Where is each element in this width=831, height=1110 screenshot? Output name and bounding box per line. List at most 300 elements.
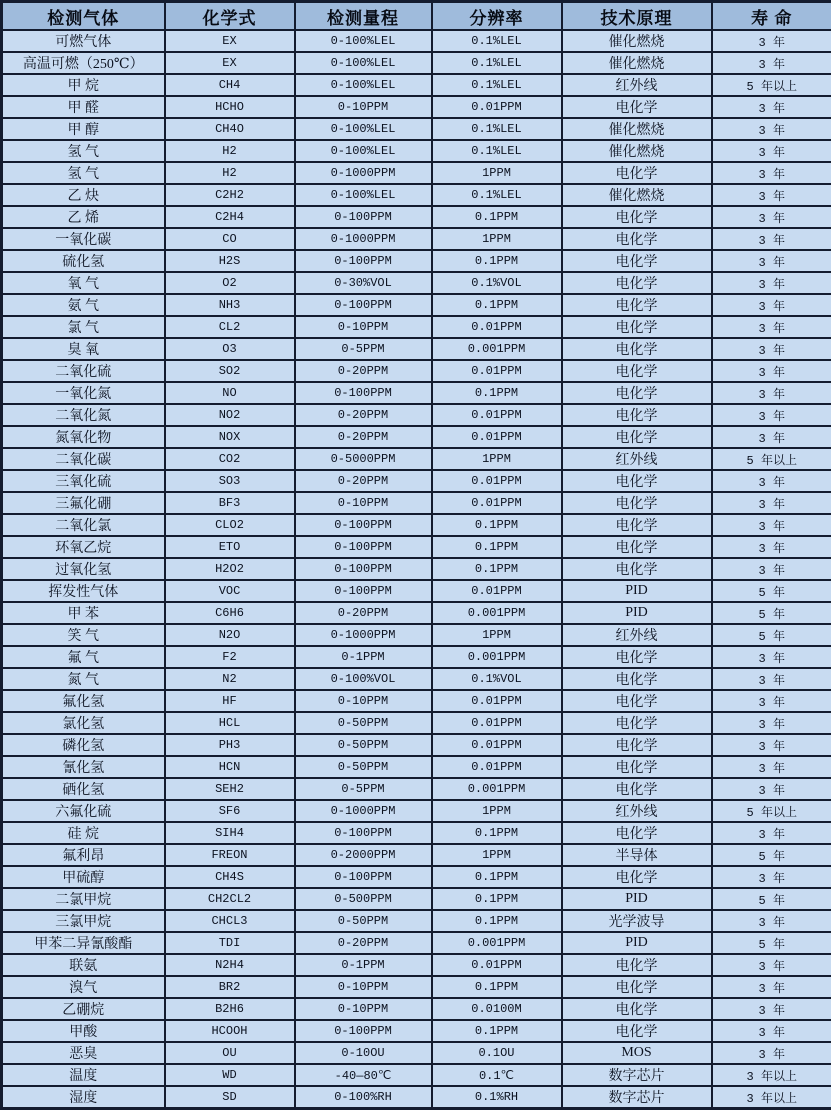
cell-detection-range: 0-20PPM <box>295 602 432 624</box>
table-row <box>2 1042 831 1064</box>
col-header-gas-name: 检测气体 <box>2 2 165 31</box>
cell-chemical-formula: C6H6 <box>165 602 295 624</box>
cell-technical-principle: 电化学 <box>562 536 712 558</box>
cell-detection-range: 0-100PPM <box>295 1020 432 1042</box>
cell-detection-range: 0-100PPM <box>295 558 432 580</box>
cell-gas-name: 六氟化硫 <box>2 800 165 822</box>
cell-gas-name: 环氧乙烷 <box>2 536 165 558</box>
cell-technical-principle: 电化学 <box>562 382 712 404</box>
cell-detection-range: 0-100PPM <box>295 536 432 558</box>
cell-resolution: 1PPM <box>432 844 562 866</box>
table-row <box>2 624 831 646</box>
cell-detection-range: 0-5PPM <box>295 338 432 360</box>
table-row <box>2 976 831 998</box>
cell-lifespan: 3 年 <box>712 822 831 844</box>
cell-technical-principle: 电化学 <box>562 360 712 382</box>
cell-lifespan: 3 年 <box>712 96 831 118</box>
cell-technical-principle: 电化学 <box>562 646 712 668</box>
cell-technical-principle: 催化燃烧 <box>562 30 712 52</box>
cell-gas-name: 氢 气 <box>2 162 165 184</box>
cell-gas-name: 氢 气 <box>2 140 165 162</box>
cell-resolution: 0.01PPM <box>432 580 562 602</box>
cell-gas-name: 氟 气 <box>2 646 165 668</box>
cell-gas-name: 一氧化氮 <box>2 382 165 404</box>
cell-lifespan: 3 年 <box>712 866 831 888</box>
cell-chemical-formula: HCHO <box>165 96 295 118</box>
cell-chemical-formula: BF3 <box>165 492 295 514</box>
cell-resolution: 0.1%LEL <box>432 118 562 140</box>
table-row <box>2 404 831 426</box>
table-row <box>2 800 831 822</box>
cell-chemical-formula: CLO2 <box>165 514 295 536</box>
cell-detection-range: 0-20PPM <box>295 404 432 426</box>
table-row <box>2 470 831 492</box>
cell-chemical-formula: CO <box>165 228 295 250</box>
cell-gas-name: 一氧化碳 <box>2 228 165 250</box>
cell-chemical-formula: O3 <box>165 338 295 360</box>
col-header-lifespan: 寿 命 <box>712 2 831 31</box>
table-row <box>2 118 831 140</box>
cell-resolution: 0.1%VOL <box>432 272 562 294</box>
cell-resolution: 0.1%LEL <box>432 140 562 162</box>
cell-gas-name: 氮 气 <box>2 668 165 690</box>
cell-resolution: 0.001PPM <box>432 932 562 954</box>
table-row <box>2 52 831 74</box>
cell-lifespan: 3 年 <box>712 294 831 316</box>
cell-chemical-formula: FREON <box>165 844 295 866</box>
cell-gas-name: 硒化氢 <box>2 778 165 800</box>
cell-detection-range: 0-1PPM <box>295 646 432 668</box>
cell-lifespan: 3 年 <box>712 228 831 250</box>
cell-lifespan: 3 年 <box>712 118 831 140</box>
table-row <box>2 1020 831 1042</box>
cell-detection-range: 0-5000PPM <box>295 448 432 470</box>
cell-resolution: 0.01PPM <box>432 492 562 514</box>
cell-lifespan: 3 年 <box>712 778 831 800</box>
cell-lifespan: 5 年以上 <box>712 74 831 96</box>
cell-technical-principle: 电化学 <box>562 316 712 338</box>
cell-technical-principle: PID <box>562 602 712 624</box>
cell-resolution: 0.1%LEL <box>432 30 562 52</box>
cell-technical-principle: 电化学 <box>562 250 712 272</box>
cell-chemical-formula: SO2 <box>165 360 295 382</box>
cell-gas-name: 臭 氧 <box>2 338 165 360</box>
cell-technical-principle: 电化学 <box>562 668 712 690</box>
cell-lifespan: 3 年 <box>712 1042 831 1064</box>
cell-technical-principle: 电化学 <box>562 734 712 756</box>
cell-gas-name: 甲 苯 <box>2 602 165 624</box>
cell-detection-range: 0-10PPM <box>295 690 432 712</box>
cell-lifespan: 3 年 <box>712 140 831 162</box>
cell-lifespan: 5 年 <box>712 932 831 954</box>
cell-resolution: 0.001PPM <box>432 602 562 624</box>
header-row <box>2 2 831 31</box>
cell-chemical-formula: VOC <box>165 580 295 602</box>
table-row <box>2 1064 831 1086</box>
cell-technical-principle: 电化学 <box>562 1020 712 1042</box>
cell-gas-name: 氯化氢 <box>2 712 165 734</box>
table-row <box>2 228 831 250</box>
cell-technical-principle: 催化燃烧 <box>562 140 712 162</box>
table-row <box>2 778 831 800</box>
cell-detection-range: 0-100%LEL <box>295 118 432 140</box>
cell-lifespan: 3 年 <box>712 558 831 580</box>
cell-chemical-formula: PH3 <box>165 734 295 756</box>
table-row <box>2 668 831 690</box>
cell-detection-range: 0-10PPM <box>295 998 432 1020</box>
cell-lifespan: 5 年以上 <box>712 800 831 822</box>
cell-lifespan: 3 年 <box>712 536 831 558</box>
table-row <box>2 690 831 712</box>
cell-detection-range: 0-10PPM <box>295 316 432 338</box>
cell-lifespan: 3 年 <box>712 954 831 976</box>
cell-gas-name: 高温可燃（250℃） <box>2 52 165 74</box>
cell-chemical-formula: CHCL3 <box>165 910 295 932</box>
cell-resolution: 0.1%LEL <box>432 74 562 96</box>
cell-detection-range: 0-1000PPM <box>295 800 432 822</box>
cell-technical-principle: 电化学 <box>562 954 712 976</box>
cell-resolution: 0.1PPM <box>432 888 562 910</box>
cell-lifespan: 3 年 <box>712 30 831 52</box>
col-header-chemical-formula: 化学式 <box>165 2 295 31</box>
cell-gas-name: 温度 <box>2 1064 165 1086</box>
cell-lifespan: 3 年 <box>712 162 831 184</box>
cell-lifespan: 3 年 <box>712 272 831 294</box>
cell-lifespan: 3 年 <box>712 1020 831 1042</box>
cell-resolution: 0.1PPM <box>432 976 562 998</box>
cell-detection-range: 0-10PPM <box>295 492 432 514</box>
table-row <box>2 360 831 382</box>
cell-chemical-formula: SIH4 <box>165 822 295 844</box>
cell-lifespan: 3 年 <box>712 360 831 382</box>
cell-chemical-formula: NO2 <box>165 404 295 426</box>
cell-technical-principle: 数字芯片 <box>562 1086 712 1109</box>
cell-chemical-formula: CO2 <box>165 448 295 470</box>
cell-resolution: 1PPM <box>432 162 562 184</box>
cell-technical-principle: 电化学 <box>562 162 712 184</box>
cell-technical-principle: 电化学 <box>562 404 712 426</box>
cell-resolution: 1PPM <box>432 800 562 822</box>
cell-gas-name: 甲酸 <box>2 1020 165 1042</box>
cell-detection-range: 0-100PPM <box>295 580 432 602</box>
cell-technical-principle: 电化学 <box>562 998 712 1020</box>
cell-detection-range: 0-20PPM <box>295 360 432 382</box>
table-row <box>2 910 831 932</box>
cell-resolution: 0.1PPM <box>432 514 562 536</box>
cell-chemical-formula: N2H4 <box>165 954 295 976</box>
cell-technical-principle: 电化学 <box>562 338 712 360</box>
cell-chemical-formula: CH2CL2 <box>165 888 295 910</box>
cell-detection-range: 0-100%LEL <box>295 74 432 96</box>
cell-detection-range: 0-50PPM <box>295 756 432 778</box>
cell-technical-principle: 电化学 <box>562 976 712 998</box>
cell-resolution: 0.01PPM <box>432 426 562 448</box>
cell-technical-principle: 红外线 <box>562 624 712 646</box>
cell-detection-range: 0-100PPM <box>295 866 432 888</box>
table-row <box>2 74 831 96</box>
cell-detection-range: 0-20PPM <box>295 932 432 954</box>
cell-technical-principle: 电化学 <box>562 492 712 514</box>
cell-detection-range: -40—80℃ <box>295 1064 432 1086</box>
cell-lifespan: 3 年 <box>712 382 831 404</box>
cell-resolution: 1PPM <box>432 448 562 470</box>
cell-detection-range: 0-100%LEL <box>295 52 432 74</box>
cell-technical-principle: 电化学 <box>562 96 712 118</box>
cell-resolution: 0.01PPM <box>432 404 562 426</box>
cell-chemical-formula: CH4O <box>165 118 295 140</box>
cell-lifespan: 5 年 <box>712 888 831 910</box>
cell-detection-range: 0-10PPM <box>295 96 432 118</box>
table-row <box>2 888 831 910</box>
cell-resolution: 1PPM <box>432 624 562 646</box>
cell-lifespan: 3 年 <box>712 338 831 360</box>
cell-gas-name: 湿度 <box>2 1086 165 1109</box>
cell-gas-name: 甲 醛 <box>2 96 165 118</box>
cell-lifespan: 3 年 <box>712 52 831 74</box>
cell-technical-principle: 催化燃烧 <box>562 118 712 140</box>
cell-gas-name: 恶臭 <box>2 1042 165 1064</box>
cell-lifespan: 3 年 <box>712 910 831 932</box>
cell-chemical-formula: C2H4 <box>165 206 295 228</box>
cell-resolution: 0.0100M <box>432 998 562 1020</box>
cell-technical-principle: 红外线 <box>562 448 712 470</box>
cell-technical-principle: 电化学 <box>562 822 712 844</box>
cell-gas-name: 三氧化硫 <box>2 470 165 492</box>
cell-technical-principle: 电化学 <box>562 866 712 888</box>
cell-lifespan: 5 年 <box>712 844 831 866</box>
cell-lifespan: 3 年 <box>712 470 831 492</box>
cell-resolution: 0.01PPM <box>432 316 562 338</box>
cell-technical-principle: 电化学 <box>562 690 712 712</box>
table-row <box>2 250 831 272</box>
cell-technical-principle: 电化学 <box>562 514 712 536</box>
cell-chemical-formula: H2O2 <box>165 558 295 580</box>
cell-gas-name: 甲苯二异氰酸酯 <box>2 932 165 954</box>
cell-detection-range: 0-100PPM <box>295 250 432 272</box>
cell-lifespan: 3 年以上 <box>712 1064 831 1086</box>
cell-detection-range: 0-100%LEL <box>295 140 432 162</box>
cell-detection-range: 0-1000PPM <box>295 162 432 184</box>
table-row <box>2 492 831 514</box>
table-row <box>2 866 831 888</box>
cell-lifespan: 5 年以上 <box>712 448 831 470</box>
cell-gas-name: 二氧化氯 <box>2 514 165 536</box>
cell-chemical-formula: CH4S <box>165 866 295 888</box>
cell-detection-range: 0-5PPM <box>295 778 432 800</box>
cell-detection-range: 0-500PPM <box>295 888 432 910</box>
cell-technical-principle: 光学波导 <box>562 910 712 932</box>
cell-lifespan: 5 年 <box>712 602 831 624</box>
cell-chemical-formula: NH3 <box>165 294 295 316</box>
cell-gas-name: 乙硼烷 <box>2 998 165 1020</box>
cell-gas-name: 甲 醇 <box>2 118 165 140</box>
cell-gas-name: 过氧化氢 <box>2 558 165 580</box>
cell-resolution: 0.01PPM <box>432 360 562 382</box>
cell-gas-name: 二氧化氮 <box>2 404 165 426</box>
cell-gas-name: 三氟化硼 <box>2 492 165 514</box>
cell-resolution: 0.1PPM <box>432 866 562 888</box>
table-row <box>2 734 831 756</box>
cell-technical-principle: 红外线 <box>562 800 712 822</box>
cell-chemical-formula: H2 <box>165 162 295 184</box>
cell-lifespan: 3 年 <box>712 756 831 778</box>
cell-gas-name: 氨 气 <box>2 294 165 316</box>
cell-gas-name: 乙 烯 <box>2 206 165 228</box>
cell-detection-range: 0-50PPM <box>295 712 432 734</box>
cell-resolution: 0.01PPM <box>432 690 562 712</box>
cell-gas-name: 二氧化硫 <box>2 360 165 382</box>
cell-technical-principle: 电化学 <box>562 558 712 580</box>
col-header-detection-range: 检测量程 <box>295 2 432 31</box>
cell-lifespan: 3 年 <box>712 316 831 338</box>
cell-lifespan: 3 年 <box>712 646 831 668</box>
cell-chemical-formula: SF6 <box>165 800 295 822</box>
cell-lifespan: 3 年 <box>712 976 831 998</box>
cell-chemical-formula: NO <box>165 382 295 404</box>
cell-gas-name: 硅 烷 <box>2 822 165 844</box>
cell-chemical-formula: WD <box>165 1064 295 1086</box>
cell-gas-name: 甲 烷 <box>2 74 165 96</box>
cell-gas-name: 硫化氢 <box>2 250 165 272</box>
cell-detection-range: 0-10OU <box>295 1042 432 1064</box>
table-row <box>2 382 831 404</box>
table-row <box>2 822 831 844</box>
cell-chemical-formula: EX <box>165 52 295 74</box>
cell-resolution: 0.001PPM <box>432 646 562 668</box>
cell-resolution: 0.1PPM <box>432 1020 562 1042</box>
cell-chemical-formula: SO3 <box>165 470 295 492</box>
cell-chemical-formula: O2 <box>165 272 295 294</box>
cell-chemical-formula: CL2 <box>165 316 295 338</box>
cell-chemical-formula: C2H2 <box>165 184 295 206</box>
cell-detection-range: 0-100PPM <box>295 382 432 404</box>
cell-lifespan: 3 年 <box>712 404 831 426</box>
cell-resolution: 0.1%LEL <box>432 52 562 74</box>
table-row <box>2 712 831 734</box>
cell-gas-name: 氟利昂 <box>2 844 165 866</box>
cell-resolution: 0.1PPM <box>432 558 562 580</box>
cell-chemical-formula: TDI <box>165 932 295 954</box>
cell-detection-range: 0-100%VOL <box>295 668 432 690</box>
cell-lifespan: 3 年 <box>712 206 831 228</box>
cell-technical-principle: 电化学 <box>562 272 712 294</box>
cell-resolution: 0.1PPM <box>432 382 562 404</box>
cell-resolution: 0.1%RH <box>432 1086 562 1109</box>
table-row <box>2 756 831 778</box>
table-row <box>2 338 831 360</box>
table-row <box>2 96 831 118</box>
cell-chemical-formula: OU <box>165 1042 295 1064</box>
cell-detection-range: 0-100%LEL <box>295 184 432 206</box>
cell-resolution: 0.01PPM <box>432 470 562 492</box>
cell-detection-range: 0-20PPM <box>295 426 432 448</box>
cell-resolution: 0.1PPM <box>432 294 562 316</box>
cell-technical-principle: 电化学 <box>562 778 712 800</box>
cell-chemical-formula: B2H6 <box>165 998 295 1020</box>
cell-detection-range: 0-100PPM <box>295 294 432 316</box>
cell-detection-range: 0-50PPM <box>295 910 432 932</box>
cell-lifespan: 3 年 <box>712 250 831 272</box>
cell-gas-name: 溴气 <box>2 976 165 998</box>
cell-detection-range: 0-50PPM <box>295 734 432 756</box>
cell-technical-principle: 红外线 <box>562 74 712 96</box>
cell-technical-principle: 半导体 <box>562 844 712 866</box>
cell-detection-range: 0-10PPM <box>295 976 432 998</box>
cell-detection-range: 0-100PPM <box>295 514 432 536</box>
table-row <box>2 140 831 162</box>
cell-lifespan: 3 年 <box>712 426 831 448</box>
cell-chemical-formula: ETO <box>165 536 295 558</box>
cell-gas-name: 笑 气 <box>2 624 165 646</box>
cell-lifespan: 3 年以上 <box>712 1086 831 1109</box>
cell-gas-name: 联氨 <box>2 954 165 976</box>
cell-gas-name: 可燃气体 <box>2 30 165 52</box>
cell-chemical-formula: NOX <box>165 426 295 448</box>
cell-technical-principle: 电化学 <box>562 206 712 228</box>
cell-gas-name: 二氧化碳 <box>2 448 165 470</box>
cell-gas-name: 氯 气 <box>2 316 165 338</box>
table-row <box>2 558 831 580</box>
cell-lifespan: 3 年 <box>712 998 831 1020</box>
cell-gas-name: 氰化氢 <box>2 756 165 778</box>
cell-chemical-formula: EX <box>165 30 295 52</box>
cell-resolution: 0.001PPM <box>432 338 562 360</box>
table-row <box>2 206 831 228</box>
cell-lifespan: 3 年 <box>712 734 831 756</box>
cell-resolution: 0.1PPM <box>432 822 562 844</box>
table-row <box>2 30 831 52</box>
cell-resolution: 1PPM <box>432 228 562 250</box>
table-row <box>2 998 831 1020</box>
cell-resolution: 0.001PPM <box>432 778 562 800</box>
cell-chemical-formula: H2S <box>165 250 295 272</box>
table-row <box>2 536 831 558</box>
table-row <box>2 272 831 294</box>
table-row <box>2 646 831 668</box>
cell-technical-principle: 催化燃烧 <box>562 52 712 74</box>
table-row <box>2 294 831 316</box>
cell-resolution: 0.1PPM <box>432 250 562 272</box>
cell-chemical-formula: HCN <box>165 756 295 778</box>
cell-gas-name: 乙 炔 <box>2 184 165 206</box>
cell-chemical-formula: N2O <box>165 624 295 646</box>
cell-resolution: 0.1PPM <box>432 910 562 932</box>
cell-detection-range: 0-1PPM <box>295 954 432 976</box>
table-row <box>2 580 831 602</box>
cell-chemical-formula: HCOOH <box>165 1020 295 1042</box>
cell-technical-principle: 催化燃烧 <box>562 184 712 206</box>
table-row <box>2 316 831 338</box>
cell-lifespan: 3 年 <box>712 514 831 536</box>
table-row <box>2 426 831 448</box>
cell-detection-range: 0-1000PPM <box>295 228 432 250</box>
cell-gas-name: 甲硫醇 <box>2 866 165 888</box>
cell-technical-principle: 电化学 <box>562 712 712 734</box>
table-row <box>2 954 831 976</box>
cell-lifespan: 3 年 <box>712 184 831 206</box>
cell-detection-range: 0-30%VOL <box>295 272 432 294</box>
cell-technical-principle: PID <box>562 580 712 602</box>
cell-resolution: 0.1%VOL <box>432 668 562 690</box>
cell-chemical-formula: BR2 <box>165 976 295 998</box>
cell-gas-name: 二氯甲烷 <box>2 888 165 910</box>
cell-lifespan: 3 年 <box>712 690 831 712</box>
cell-detection-range: 0-100PPM <box>295 822 432 844</box>
table-row <box>2 1086 831 1109</box>
cell-detection-range: 0-1000PPM <box>295 624 432 646</box>
cell-technical-principle: MOS <box>562 1042 712 1064</box>
cell-gas-name: 氧 气 <box>2 272 165 294</box>
